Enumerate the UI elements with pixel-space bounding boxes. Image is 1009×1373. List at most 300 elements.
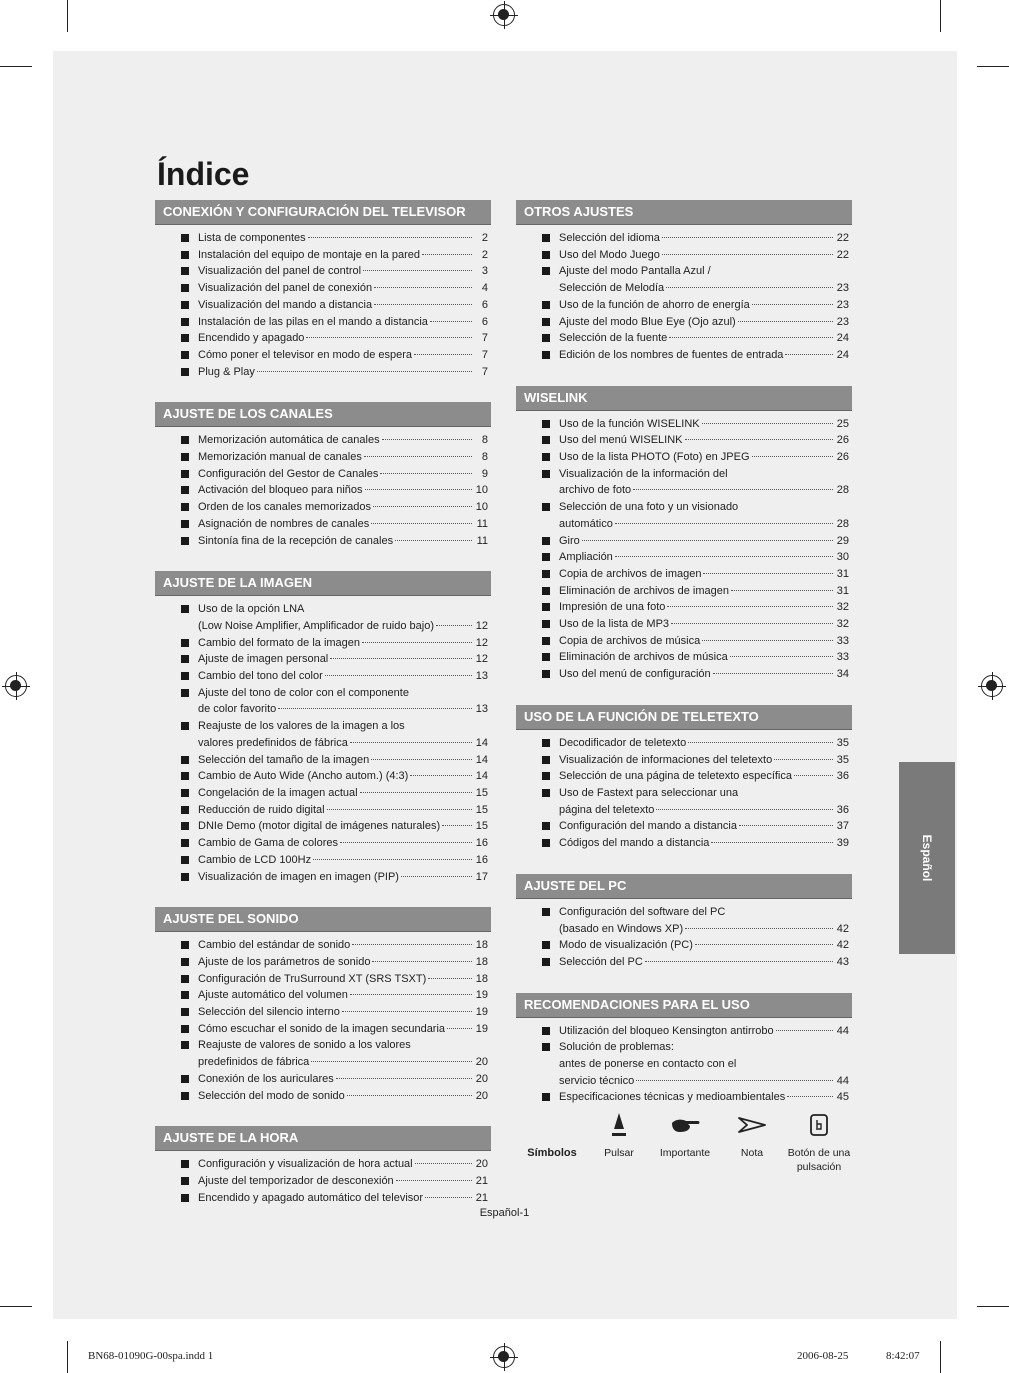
dot-leader (342, 1011, 472, 1012)
toc-entry-text: Edición de los nombres de fuentes de entrada (559, 348, 784, 361)
note-arrow-icon (717, 1110, 787, 1140)
symbol-press (584, 1110, 654, 1160)
toc-entry-page: 31 (836, 567, 849, 580)
toc-entry-text: Encendido y apagado automático del televisor (198, 1191, 424, 1204)
toc-entry[interactable] (155, 1037, 491, 1070)
dot-leader (313, 859, 472, 860)
toc-entry[interactable] (155, 247, 491, 264)
square-bullet-icon (542, 537, 550, 545)
dot-leader (414, 354, 472, 355)
toc-entry-text: valores predefinidos de fábrica (198, 736, 348, 749)
toc-entry[interactable] (516, 466, 852, 499)
toc-entry[interactable] (516, 937, 852, 954)
dot-leader (739, 825, 833, 826)
dot-leader (340, 842, 472, 843)
dot-leader (794, 775, 833, 776)
square-bullet-icon (542, 301, 550, 309)
dot-leader (436, 625, 472, 626)
toc-entry[interactable] (516, 616, 852, 633)
dot-leader (615, 523, 833, 524)
toc-entry-text: Uso del menú de configuración (559, 668, 711, 681)
dot-leader (365, 489, 472, 490)
toc-entry-page: 18 (475, 972, 488, 985)
toc-entry-list (516, 230, 852, 364)
square-bullet-icon (542, 637, 550, 645)
dot-leader (787, 1096, 833, 1097)
toc-entry[interactable] (516, 499, 852, 532)
toc-entry-page: 24 (836, 332, 849, 345)
toc-entry-text: Selección de la fuente (559, 332, 668, 345)
toc-entry[interactable] (155, 802, 491, 819)
toc-entry[interactable] (155, 330, 491, 347)
toc-entry[interactable] (516, 835, 852, 852)
square-bullet-icon (181, 318, 189, 326)
toc-entry-page: 42 (836, 939, 849, 952)
toc-entry-page: 16 (475, 853, 488, 866)
toc-entry-text: Ajuste de los parámetros de sonido (198, 955, 371, 968)
square-bullet-icon (542, 603, 550, 611)
toc-entry[interactable] (155, 1173, 491, 1190)
toc-entry-text: servicio técnico (559, 1074, 635, 1087)
toc-entry-page: 10 (475, 484, 488, 497)
toc-entry[interactable] (155, 1071, 491, 1088)
dot-leader (752, 304, 833, 305)
registration-mark-icon (981, 675, 1003, 697)
toc-entry-text: Ajuste del modo Pantalla Azul / (559, 265, 711, 278)
crop-mark (0, 1306, 32, 1307)
square-bullet-icon (181, 1177, 189, 1185)
section-header: USO DE LA FUNCIÓN DE TELETEXTO (516, 705, 852, 730)
toc-entry[interactable] (155, 987, 491, 1004)
toc-entry-page: 16 (475, 837, 488, 850)
pointing-hand-icon (650, 1110, 720, 1140)
square-bullet-icon (542, 251, 550, 259)
toc-entry[interactable] (516, 1039, 852, 1089)
dot-leader (371, 759, 472, 760)
square-bullet-icon (542, 267, 550, 275)
dot-leader (776, 1030, 833, 1031)
toc-entry-text: Utilización del bloqueo Kensington antirrobo (559, 1024, 774, 1037)
square-bullet-icon (542, 739, 550, 747)
crop-mark (67, 0, 68, 32)
square-bullet-icon (542, 620, 550, 628)
toc-entry-page: 3 (481, 265, 488, 278)
toc-entry[interactable] (155, 852, 491, 869)
dot-leader (373, 506, 472, 507)
toc-entry[interactable] (516, 954, 852, 971)
toc-entry-text: Uso del menú WISELINK (559, 434, 683, 447)
toc-entry-text: predefinidos de fábrica (198, 1056, 310, 1069)
toc-entry[interactable] (155, 668, 491, 685)
toc-entry-page: 28 (836, 517, 849, 530)
symbol-important (650, 1110, 720, 1160)
dot-leader (372, 961, 472, 962)
toc-entry-page: 14 (475, 753, 488, 766)
square-bullet-icon (181, 1160, 189, 1168)
toc-entry-page: 6 (481, 298, 488, 311)
toc-entry[interactable] (516, 416, 852, 433)
toc-entry-list (155, 230, 491, 380)
footer-filename: BN68-01090G-00spa.indd 1 (88, 1350, 214, 1362)
toc-entry[interactable] (516, 818, 852, 835)
toc-entry-list (516, 735, 852, 852)
toc-entry-text: antes de ponerse en contacto con el (559, 1058, 737, 1071)
toc-entry[interactable] (516, 449, 852, 466)
dot-leader (371, 523, 472, 524)
dot-leader (656, 809, 833, 810)
toc-entry-page: 35 (836, 753, 849, 766)
toc-section (516, 705, 852, 852)
toc-section (516, 874, 852, 971)
toc-entry-page: 22 (836, 248, 849, 261)
toc-entry-text: Selección del idioma (559, 232, 660, 244)
square-bullet-icon (542, 958, 550, 966)
toc-entry-text: Decodificador de teletexto (559, 736, 687, 749)
square-bullet-icon (181, 368, 189, 376)
toc-entry[interactable] (516, 230, 852, 247)
toc-entry-text: Ajuste del modo Blue Eye (Ojo azul) (559, 315, 736, 328)
toc-entry-text: Selección del silencio interno (198, 1006, 340, 1019)
square-bullet-icon (181, 1075, 189, 1083)
toc-entry-page: 36 (836, 770, 849, 783)
square-bullet-icon (181, 351, 189, 359)
square-bullet-icon (542, 436, 550, 444)
symbol-label: Pulsar (604, 1147, 634, 1159)
dot-leader (330, 658, 472, 659)
toc-entry[interactable] (516, 633, 852, 650)
square-bullet-icon (181, 1194, 189, 1202)
dot-leader (374, 287, 472, 288)
toc-entry-page: 6 (481, 315, 488, 328)
toc-entry-text: Cambio de Auto Wide (Ancho autom.) (4:3) (198, 770, 409, 783)
toc-entry[interactable] (516, 649, 852, 666)
dot-leader (327, 809, 472, 810)
toc-entry[interactable] (155, 651, 491, 668)
toc-entry-text: Eliminación de archivos de música (559, 651, 728, 664)
toc-entry-page: 17 (475, 870, 488, 883)
toc-entry[interactable] (516, 566, 852, 583)
toc-entry[interactable] (516, 247, 852, 264)
toc-entry-page: 35 (836, 736, 849, 749)
toc-entry-page: 14 (475, 736, 488, 749)
square-bullet-icon (181, 1025, 189, 1033)
toc-entry-text: Orden de los canales memorizados (198, 501, 372, 514)
dot-leader (425, 1197, 472, 1198)
toc-entry-text: Uso de la función WISELINK (559, 417, 700, 430)
toc-entry-list (155, 432, 491, 549)
toc-entry-page: 24 (836, 348, 849, 361)
toc-entry-text: Ajuste del tono de color con el componente (198, 686, 409, 699)
square-bullet-icon (181, 756, 189, 764)
toc-entry[interactable] (155, 1021, 491, 1038)
toc-entry-list (155, 601, 491, 885)
toc-entry[interactable] (155, 1156, 491, 1173)
toc-entry[interactable] (516, 347, 852, 364)
toc-entry[interactable] (516, 735, 852, 752)
dot-leader (401, 876, 472, 877)
dot-leader (662, 237, 833, 238)
toc-entry-page: 34 (836, 668, 849, 681)
square-bullet-icon (542, 789, 550, 797)
toc-entry-text: Copia de archivos de música (559, 634, 701, 647)
toc-entry[interactable] (155, 347, 491, 364)
toc-entry-text: Selección del modo de sonido (198, 1089, 345, 1102)
toc-entry-text: Visualización del panel de control (198, 265, 362, 278)
square-bullet-icon (181, 1008, 189, 1016)
dot-leader (380, 473, 472, 474)
toc-entry[interactable] (155, 718, 491, 751)
dot-leader (774, 759, 833, 760)
toc-entry-page: 9 (481, 467, 488, 480)
square-bullet-icon (181, 722, 189, 730)
toc-entry-list (516, 904, 852, 971)
dot-leader (430, 321, 472, 322)
dot-leader (360, 792, 472, 793)
toc-entry-text: automático (559, 517, 613, 530)
toc-entry[interactable] (516, 599, 852, 616)
toc-entry-page: 2 (481, 232, 488, 244)
toc-entry[interactable] (155, 482, 491, 499)
toc-entry[interactable] (155, 768, 491, 785)
symbols-legend (520, 1110, 850, 1180)
toc-entry-page: 32 (836, 618, 849, 631)
symbols-label: Símbolos (527, 1147, 577, 1159)
toc-entry-text: Selección de una foto y un visionado (559, 501, 739, 514)
toc-entry[interactable] (155, 1004, 491, 1021)
toc-entry[interactable] (516, 263, 852, 296)
toc-entry-page: 37 (836, 820, 849, 833)
square-bullet-icon (181, 639, 189, 647)
toc-entry[interactable] (516, 904, 852, 937)
square-bullet-icon (542, 839, 550, 847)
dot-leader (702, 423, 833, 424)
toc-entry-page: 8 (481, 451, 488, 464)
square-bullet-icon (181, 789, 189, 797)
square-bullet-icon (542, 470, 550, 478)
square-bullet-icon (181, 537, 189, 545)
toc-entry-page: 11 (476, 517, 488, 530)
dot-leader (362, 642, 472, 643)
toc-entry-text: Activación del bloqueo para niños (198, 484, 363, 497)
toc-entry-text: (basado en Windows XP) (559, 922, 684, 935)
square-bullet-icon (542, 570, 550, 578)
toc-entry[interactable] (155, 280, 491, 297)
dot-leader (325, 675, 472, 676)
section-header: AJUSTE DEL SONIDO (155, 907, 491, 932)
toc-entry[interactable] (155, 499, 491, 516)
toc-entry-text: Selección de una página de teletexto específica (559, 770, 792, 783)
square-bullet-icon (181, 856, 189, 864)
toc-column-left (155, 200, 491, 1228)
toc-entry[interactable] (155, 785, 491, 802)
toc-entry-page: 39 (836, 837, 849, 850)
square-bullet-icon (542, 772, 550, 780)
toc-entry-text: Ampliación (559, 551, 613, 564)
toc-entry-text: de color favorito (198, 703, 277, 716)
toc-entry[interactable] (516, 533, 852, 550)
square-bullet-icon (542, 1027, 550, 1035)
toc-entry-text: Cambio de Gama de colores (198, 837, 339, 850)
toc-entry[interactable] (516, 1089, 852, 1106)
toc-entry-page: 13 (475, 670, 488, 683)
toc-entry[interactable] (516, 1023, 852, 1040)
square-bullet-icon (542, 553, 550, 561)
toc-entry[interactable] (155, 685, 491, 718)
dot-leader (382, 439, 472, 440)
section-header: AJUSTE DEL PC (516, 874, 852, 899)
toc-column-right (516, 200, 852, 1128)
toc-entry[interactable] (155, 230, 491, 247)
footer-time: 8:42:07 (886, 1350, 920, 1362)
symbol-label: Nota (740, 1147, 764, 1159)
toc-entry[interactable] (155, 1190, 491, 1207)
dot-leader (671, 623, 833, 624)
square-bullet-icon (181, 520, 189, 528)
toc-section (516, 386, 852, 683)
square-bullet-icon (542, 318, 550, 326)
toc-entry-text: Instalación del equipo de montaje en la pared (198, 248, 420, 261)
toc-entry-list (155, 1156, 491, 1206)
toc-entry[interactable] (155, 297, 491, 314)
toc-entry-page: 31 (836, 584, 849, 597)
toc-entry[interactable] (516, 297, 852, 314)
toc-entry[interactable] (155, 516, 491, 533)
toc-entry-text: Cómo poner el televisor en modo de espera (198, 348, 413, 361)
toc-entry-list (516, 416, 852, 683)
toc-entry-page: 43 (836, 955, 849, 968)
toc-entry-text: Configuración del Gestor de Canales (198, 467, 379, 480)
dot-leader (350, 994, 472, 995)
section-header: AJUSTE DE LA IMAGEN (155, 571, 491, 596)
dot-leader (442, 825, 472, 826)
toc-entry-text: Uso de la opción LNA (198, 603, 305, 616)
crop-mark (0, 66, 32, 67)
dot-leader (278, 708, 472, 709)
toc-entry[interactable] (155, 869, 491, 886)
toc-entry[interactable] (155, 1088, 491, 1105)
toc-entry-text: Selección de Melodía (559, 282, 665, 295)
square-bullet-icon (542, 822, 550, 830)
toc-entry[interactable] (516, 314, 852, 331)
square-bullet-icon (542, 653, 550, 661)
toc-section (516, 200, 852, 364)
square-bullet-icon (542, 670, 550, 678)
toc-entry-text: archivo de foto (559, 484, 632, 497)
toc-entry-text: Congelación de la imagen actual (198, 786, 358, 799)
dot-leader (395, 540, 472, 541)
toc-entry[interactable] (155, 937, 491, 954)
toc-section (155, 200, 491, 380)
square-bullet-icon (542, 503, 550, 511)
toc-entry[interactable] (155, 314, 491, 331)
toc-entry[interactable] (155, 971, 491, 988)
square-bullet-icon (181, 267, 189, 275)
square-bullet-icon (181, 234, 189, 242)
toc-entry[interactable] (516, 549, 852, 566)
dot-leader (669, 337, 833, 338)
toc-entry-text: Configuración de TruSurround XT (SRS TSXT) (198, 972, 427, 985)
toc-entry[interactable] (155, 818, 491, 835)
dot-leader (685, 439, 834, 440)
toc-entry-text: Visualización de informaciones del teletexto (559, 753, 773, 766)
toc-entry-page: 28 (836, 484, 849, 497)
toc-entry[interactable] (155, 635, 491, 652)
toc-entry-page: 4 (481, 282, 488, 295)
toc-entry-page: 44 (836, 1074, 849, 1087)
toc-entry-text: Plug & Play (198, 365, 255, 378)
toc-entry[interactable] (516, 768, 852, 785)
registration-mark-icon (493, 1346, 515, 1368)
toc-entry[interactable] (155, 752, 491, 769)
toc-entry[interactable] (516, 666, 852, 683)
dot-leader (364, 456, 472, 457)
registration-mark-icon (493, 4, 515, 26)
toc-entry[interactable] (155, 449, 491, 466)
toc-entry[interactable] (155, 263, 491, 280)
toc-entry[interactable] (155, 835, 491, 852)
dot-leader (695, 944, 833, 945)
toc-entry-text: Cambio del tono del color (198, 670, 323, 683)
footer-date: 2006-08-25 (797, 1350, 849, 1362)
toc-entry-page: 26 (836, 434, 849, 447)
toc-entry-text: Configuración del mando a distancia (559, 820, 737, 833)
square-bullet-icon (181, 470, 189, 478)
toc-entry-text: Giro (559, 534, 580, 547)
toc-entry[interactable] (516, 432, 852, 449)
toc-entry-text: Cambio del estándar de sonido (198, 939, 351, 952)
toc-entry-list (516, 1023, 852, 1107)
toc-entry[interactable] (155, 533, 491, 550)
toc-entry[interactable] (516, 330, 852, 347)
toc-entry[interactable] (516, 752, 852, 769)
square-bullet-icon (542, 941, 550, 949)
square-bullet-icon (181, 301, 189, 309)
toc-entry[interactable] (516, 583, 852, 600)
toc-entry[interactable] (155, 954, 491, 971)
toc-entry[interactable] (155, 466, 491, 483)
square-bullet-icon (181, 822, 189, 830)
toc-entry-page: 2 (481, 248, 488, 261)
toc-entry-page: 15 (475, 786, 488, 799)
toc-entry-page: 18 (475, 955, 488, 968)
toc-section (155, 571, 491, 885)
toc-entry-page: 18 (475, 939, 488, 952)
toc-entry[interactable] (516, 785, 852, 818)
toc-entry[interactable] (155, 432, 491, 449)
toc-entry-text: DNIe Demo (motor digital de imágenes naturales) (198, 820, 441, 833)
dot-leader (308, 237, 472, 238)
symbol-label: Importante (659, 1147, 711, 1159)
toc-entry-page: 32 (836, 601, 849, 614)
dot-leader (311, 1061, 472, 1062)
dot-leader (582, 540, 833, 541)
toc-entry-page: 10 (475, 501, 488, 514)
dot-leader (396, 1180, 472, 1181)
toc-entry[interactable] (155, 601, 491, 634)
toc-entry-text: Lista de componentes (198, 232, 306, 244)
toc-entry-text: Configuración del software del PC (559, 905, 726, 918)
toc-entry-text: Selección del PC (559, 955, 643, 968)
registration-mark-icon (5, 675, 27, 697)
toc-entry-page: 19 (475, 989, 488, 1002)
toc-entry[interactable] (155, 364, 491, 381)
toc-entry-text: Cambio de LCD 100Hz (198, 853, 312, 866)
dot-leader (738, 321, 833, 322)
toc-entry-page: 29 (836, 534, 849, 547)
dot-leader (711, 842, 833, 843)
toc-entry-text: Uso de la lista PHOTO (Foto) en JPEG (559, 451, 750, 464)
toc-entry-page: 26 (836, 451, 849, 464)
